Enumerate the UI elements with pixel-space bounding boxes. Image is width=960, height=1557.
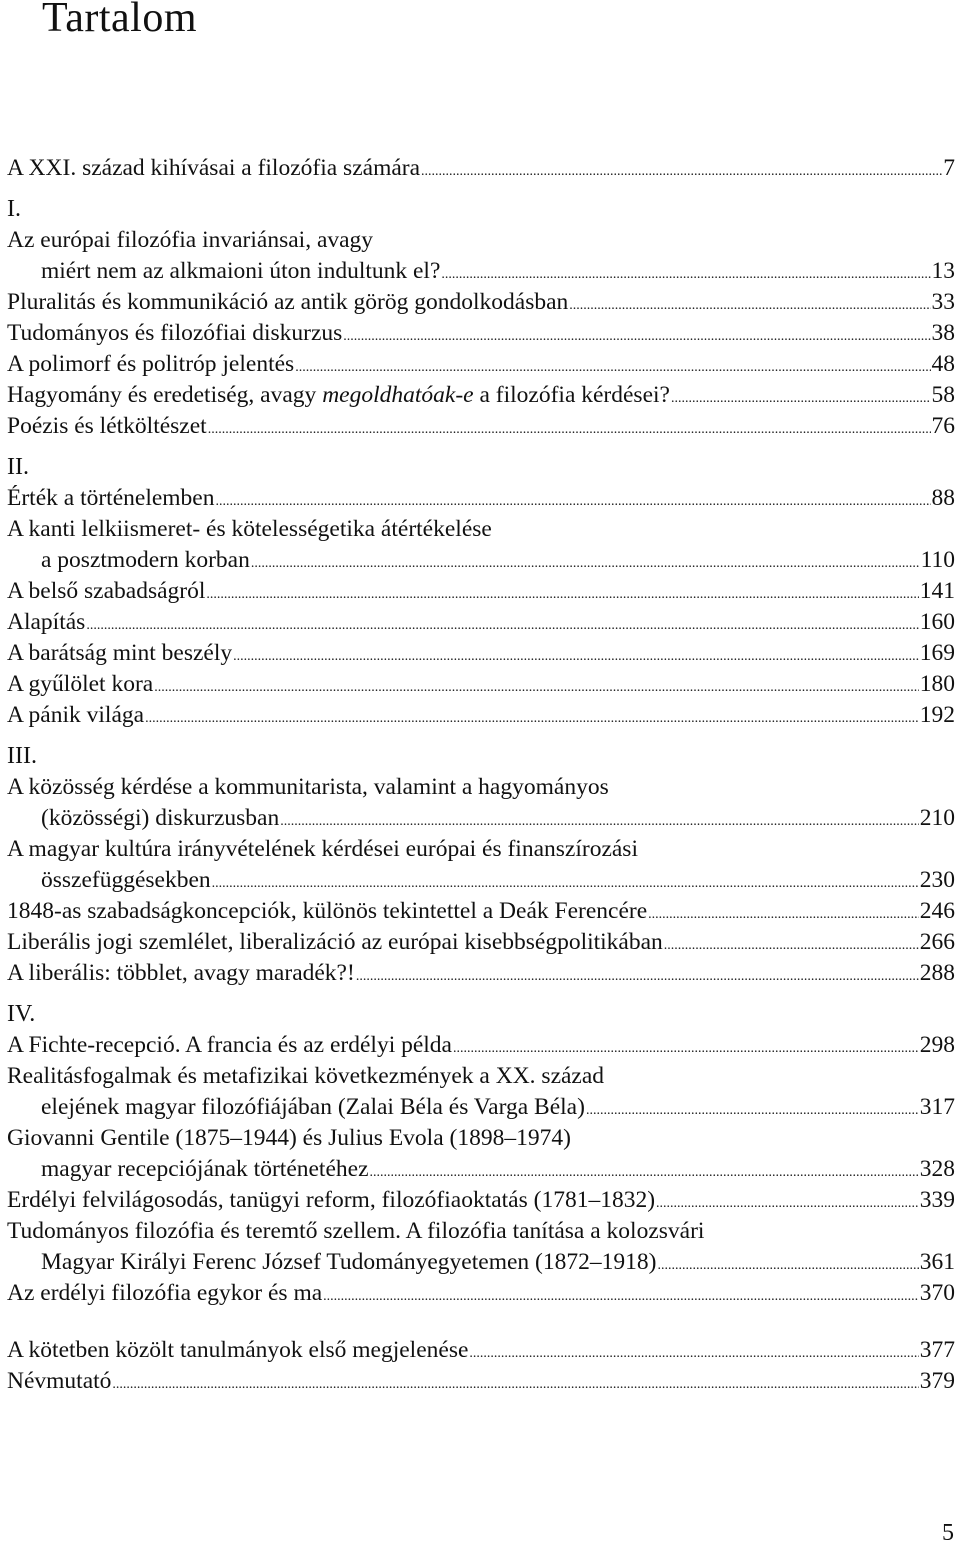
toc-entry-page: 169	[919, 640, 955, 666]
toc-entry[interactable]	[7, 607, 955, 638]
dot-leader	[453, 1033, 919, 1064]
toc-entry-title: Az erdélyi filozófia egykor és ma	[7, 1280, 323, 1306]
toc-entry[interactable]	[7, 153, 955, 184]
toc-entry-title: Alapítás	[7, 609, 86, 635]
toc-entry[interactable]	[7, 576, 955, 607]
toc-entry[interactable]	[7, 1030, 955, 1061]
toc-entry-page: 288	[919, 960, 955, 986]
toc-entry[interactable]	[7, 958, 955, 989]
toc-entry-title: A liberális: többlet, avagy maradék?!	[7, 960, 355, 986]
dot-leader	[656, 1188, 919, 1219]
toc-entry-title-line1: Az európai filozófia invariánsai, avagy	[7, 227, 374, 253]
toc-entry-title: Névmutató	[7, 1368, 112, 1394]
toc-entry-page: 160	[919, 609, 955, 635]
toc-entry[interactable]	[7, 256, 955, 287]
toc-entry-page: 58	[931, 382, 955, 408]
toc-entry-page: 328	[919, 1156, 955, 1182]
toc-entry-title: A pánik világa	[7, 702, 145, 728]
toc-entry[interactable]	[7, 865, 955, 896]
toc-entry-title: Magyar Királyi Ferenc József Tudományegyetemen (1872–1918)	[41, 1249, 657, 1275]
toc-entry-title: A belső szabadságról	[7, 578, 206, 604]
toc-entry-title: a posztmodern korban	[41, 547, 250, 573]
toc-entry[interactable]	[7, 349, 955, 380]
toc-entry-title: miért nem az alkmaioni úton indultunk el?	[41, 258, 441, 284]
toc-entry[interactable]	[7, 1278, 955, 1309]
toc-entry-page: 266	[919, 929, 955, 955]
toc-entry[interactable]	[7, 545, 955, 576]
toc-entry-page: 339	[919, 1187, 955, 1213]
toc-entry-title: A barátság mint beszély	[7, 640, 233, 666]
toc-entry-page: 246	[919, 898, 955, 924]
dot-leader	[657, 1250, 918, 1281]
dot-leader	[370, 1157, 919, 1188]
toc-entry[interactable]	[7, 411, 955, 442]
dot-leader	[154, 672, 919, 703]
toc-entry-page: 13	[931, 258, 955, 284]
dot-leader	[112, 1369, 918, 1400]
toc-entry-title: A kötetben közölt tanulmányok első megjelenése	[7, 1337, 469, 1363]
toc-entry-page: 317	[919, 1094, 955, 1120]
toc-entry-title	[7, 380, 670, 411]
part-heading-2: II.	[7, 454, 29, 480]
dot-leader	[280, 806, 919, 837]
toc-entry-title-line1: A közösség kérdése a kommunitarista, valamint a hagyományos	[7, 774, 609, 800]
toc-entry-title-line1: Giovanni Gentile (1875–1944) és Julius Evola (1898–1974)	[7, 1125, 571, 1151]
toc-entry-page: 33	[931, 289, 955, 315]
toc-entry-title: magyar recepciójának történetéhez	[41, 1156, 369, 1182]
dot-leader	[295, 352, 930, 383]
toc-entry-title: Tudományos és filozófiai diskurzus	[7, 320, 343, 346]
toc-entry[interactable]	[7, 638, 955, 669]
dot-leader	[469, 1338, 918, 1369]
toc-entry-page: 298	[919, 1032, 955, 1058]
dot-leader	[208, 414, 931, 445]
toc-entry-title-line1: A kanti lelkiismeret- és kötelességetika átértékelése	[7, 516, 492, 542]
toc-entry-page: 48	[931, 351, 955, 377]
toc-entry[interactable]	[7, 927, 955, 958]
toc-entry-page: 230	[919, 867, 955, 893]
dot-leader	[343, 321, 930, 352]
toc-entry[interactable]	[7, 483, 955, 514]
toc-entry-title: A polimorf és politróp jelentés	[7, 351, 295, 377]
part-heading-4: IV.	[7, 1001, 36, 1027]
toc-entry-title-line1: A magyar kultúra irányvételének kérdései európai és finanszírozási	[7, 836, 638, 862]
toc-entry-page: 141	[919, 578, 955, 604]
toc-entry-page: 377	[919, 1337, 955, 1363]
dot-leader	[441, 259, 930, 290]
spacer	[7, 1309, 955, 1335]
dot-leader	[356, 961, 919, 992]
toc-entry[interactable]	[7, 1335, 955, 1366]
toc-entry[interactable]	[7, 803, 955, 834]
toc-entry-title-line1: Tudományos filozófia és teremtő szellem. A filozófia tanítása a kolozsvári	[7, 1218, 705, 1244]
dot-leader	[421, 156, 942, 187]
toc-entry[interactable]	[7, 1092, 955, 1123]
toc-entry-page: 110	[920, 547, 955, 573]
toc-entry[interactable]	[7, 318, 955, 349]
toc-entry-page: 7	[943, 155, 955, 181]
toc-entry-title: A gyűlölet kora	[7, 671, 154, 697]
table-of-contents	[7, 153, 955, 1397]
toc-entry[interactable]	[7, 380, 955, 411]
toc-entry-title: 1848-as szabadságkoncepciók, különös tekintettel a Deák Ferencére	[7, 898, 648, 924]
dot-leader	[212, 868, 919, 899]
dot-leader	[86, 610, 918, 641]
toc-entry[interactable]	[7, 1366, 955, 1397]
toc-entry[interactable]	[7, 896, 955, 927]
toc-entry[interactable]	[7, 1185, 955, 1216]
toc-entry[interactable]	[7, 669, 955, 700]
dot-leader	[215, 486, 930, 517]
toc-entry-page: 370	[919, 1280, 955, 1306]
title-part: a filozófia kérdései?	[473, 382, 670, 408]
dot-leader	[233, 641, 919, 672]
toc-entry-title: összefüggésekben	[41, 867, 211, 893]
toc-entry-title: Erdélyi felvilágosodás, tanügyi reform, filozófiaoktatás (1781–1832)	[7, 1187, 656, 1213]
dot-leader	[323, 1281, 919, 1312]
toc-entry-page: 379	[919, 1368, 955, 1394]
toc-entry-page: 361	[919, 1249, 955, 1275]
toc-entry-page: 38	[931, 320, 955, 346]
dot-leader	[671, 383, 931, 414]
toc-entry-title-line1: Realitásfogalmak és metafizikai következmények a XX. század	[7, 1063, 605, 1089]
toc-entry-title: A Fichte-recepció. A francia és az erdélyi példa	[7, 1032, 452, 1058]
toc-entry-title: Pluralitás és kommunikáció az antik görög gondolkodásban	[7, 289, 569, 315]
page-title: Tartalom	[42, 0, 197, 41]
toc-entry-page: 88	[931, 485, 955, 511]
toc-entry[interactable]	[7, 700, 955, 731]
toc-entry-title: Liberális jogi szemlélet, liberalizáció az európai kisebbségpolitikában	[7, 929, 663, 955]
toc-entry-title: Érték a történelemben	[7, 485, 215, 511]
title-part: Hagyomány és eredetiség, avagy	[7, 382, 323, 408]
dot-leader	[664, 930, 919, 961]
toc-entry-page: 76	[931, 413, 955, 439]
dot-leader	[569, 290, 930, 321]
toc-entry-title: elejének magyar filozófiájában (Zalai Béla és Varga Béla)	[41, 1094, 585, 1120]
part-heading-3: III.	[7, 743, 37, 769]
toc-entry-title: Poézis és létköltészet	[7, 413, 207, 439]
toc-entry[interactable]	[7, 1154, 955, 1185]
toc-entry-page: 192	[919, 702, 955, 728]
toc-entry[interactable]	[7, 1247, 955, 1278]
dot-leader	[648, 899, 919, 930]
title-italic-part: megoldhatóak-e	[322, 382, 474, 408]
dot-leader	[586, 1095, 919, 1126]
toc-entry[interactable]	[7, 287, 955, 318]
page-number: 5	[942, 1520, 954, 1546]
toc-entry-title: A XXI. század kihívásai a filozófia számára	[7, 155, 421, 181]
dot-leader	[206, 579, 918, 610]
toc-entry-page: 180	[919, 671, 955, 697]
part-heading-1: I.	[7, 196, 21, 222]
toc-entry-page: 210	[919, 805, 955, 831]
dot-leader	[251, 548, 920, 579]
dot-leader	[145, 703, 919, 734]
toc-entry-title: (közösségi) diskurzusban	[41, 805, 280, 831]
